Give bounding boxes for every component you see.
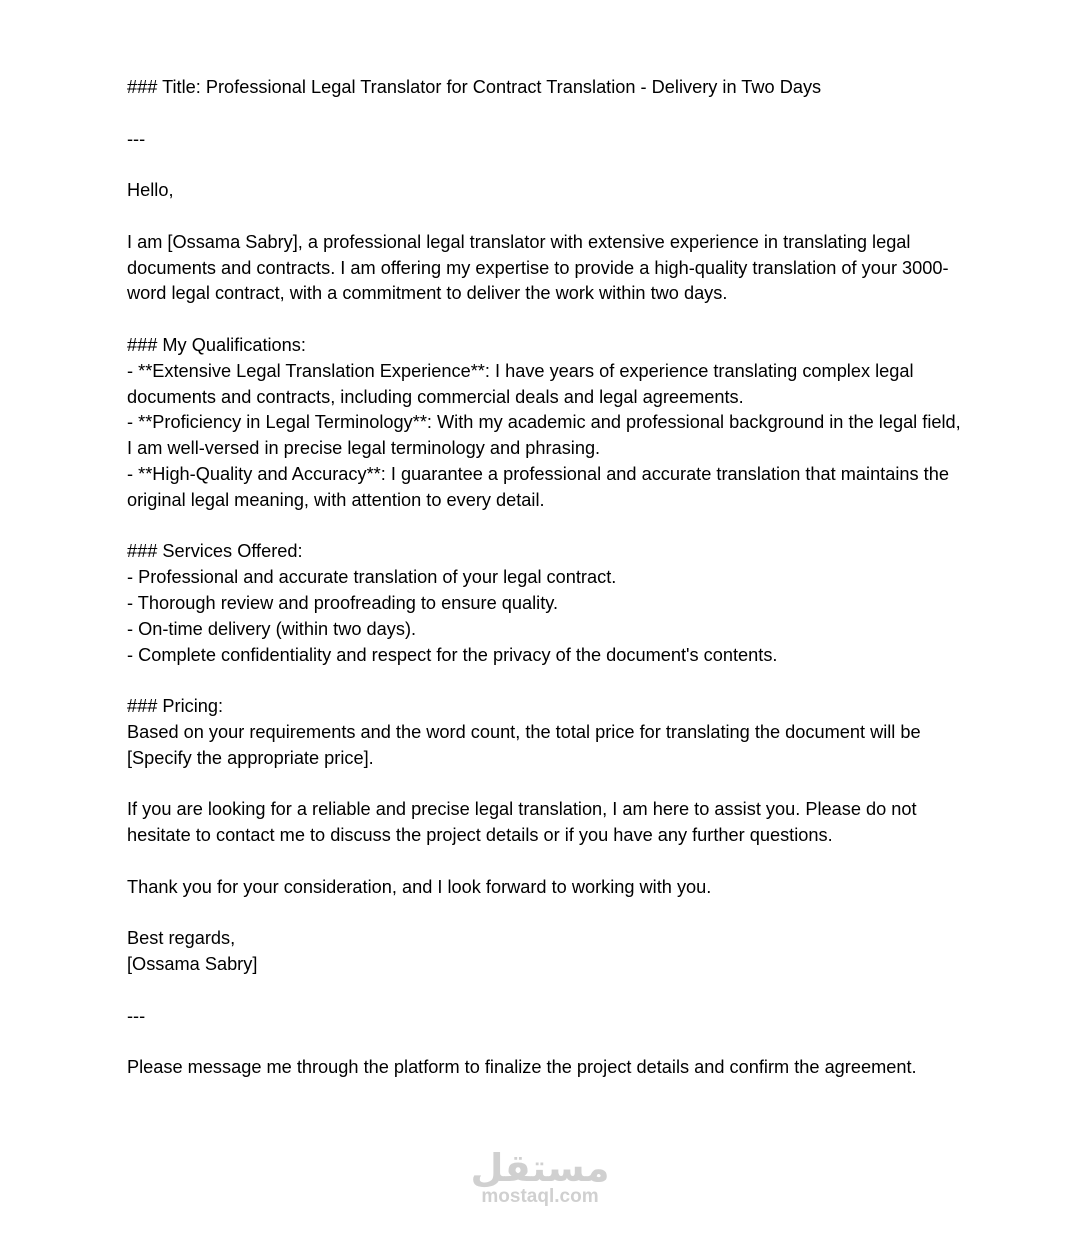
pricing-heading: ### Pricing: (127, 696, 224, 717)
sign-off: Best regards, (127, 928, 236, 949)
qualification-item: - **High-Quality and Accuracy**: I guarantee a professional and accurate translation that maintains the original legal meaning, with attention to every detail. (127, 463, 954, 510)
thanks-line: Thank you for your consideration, and I look forward to working with you. (127, 876, 712, 897)
qualification-item: - **Extensive Legal Translation Experience**: I have years of experience translating complex legal documents and contracts, including commercial deals and legal agreements. (127, 360, 919, 407)
watermark-arabic-text: مستقل (470, 1146, 610, 1190)
mostaql-watermark-logo (0, 1148, 1080, 1208)
service-item: - Professional and accurate translation of your legal contract. (127, 567, 617, 588)
services-heading: ### Services Offered: (127, 541, 303, 562)
document-body (127, 75, 966, 1081)
footer-note: Please message me through the platform to finalize the project details and confirm the agreement. (127, 1057, 917, 1078)
signature-name: [Ossama Sabry] (127, 954, 258, 975)
qualifications-heading: ### My Qualifications: (127, 334, 306, 355)
intro-paragraph: I am [Ossama Sabry], a professional legal translator with extensive experience in translating legal documents and contracts. I am offering my expertise to provide a high-quality translation of your 3000-word legal contract, with a commitment to deliver the work within two days. (127, 231, 949, 304)
separator-top: --- (127, 128, 146, 149)
separator-bottom: --- (127, 1005, 146, 1026)
closing-offer: If you are looking for a reliable and precise legal translation, I am here to assist you. Please do not hesitate to contact me to discuss the project details or if you have any further questions. (127, 799, 922, 846)
watermark-domain-text: mostaql.com (481, 1186, 599, 1207)
pricing-text: Based on your requirements and the word count, the total price for translating the document will be [Specify the appropriate price]. (127, 721, 926, 768)
qualification-item: - **Proficiency in Legal Terminology**: With my academic and professional background in the legal field, I am well-versed in precise legal terminology and phrasing. (127, 412, 966, 459)
greeting: Hello, (127, 180, 174, 201)
service-item: - On-time delivery (within two days). (127, 618, 417, 639)
service-item: - Complete confidentiality and respect for the privacy of the document's contents. (127, 644, 778, 665)
title-line: ### Title: Professional Legal Translator for Contract Translation - Delivery in Two Days (127, 77, 822, 97)
service-item: - Thorough review and proofreading to ensure quality. (127, 592, 559, 613)
